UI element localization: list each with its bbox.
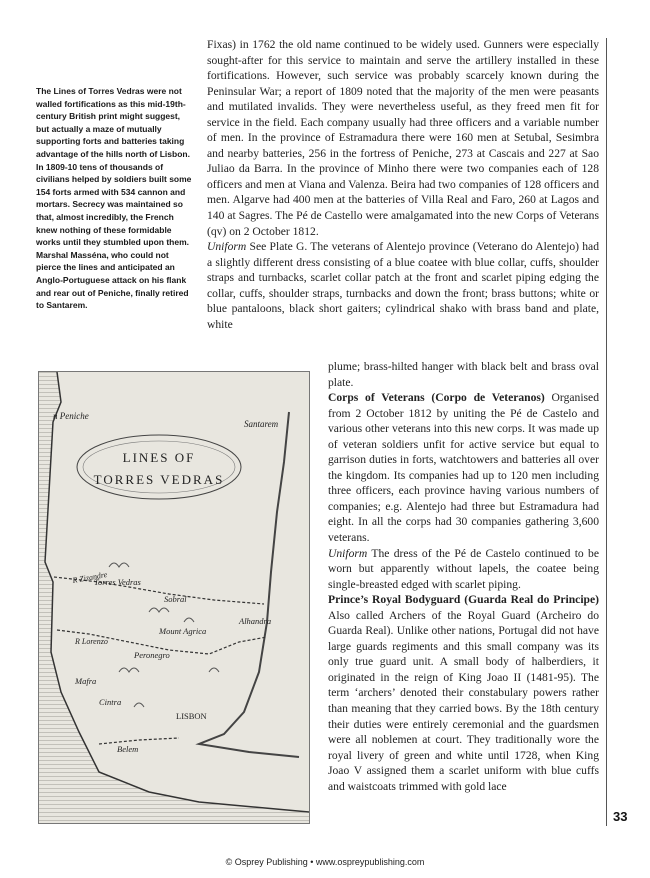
caption-text: The Lines of Torres Vedras were not walled fortifications as this mid-19th-century British print might suggest, but actually a maze of mutually supporting forts and batteries taking advantage of the hills north of Lisbon. In 1809-10 tens of thousands of civilians helped by soldiers built some 154 forts armed with 534 cannon and mortars. Secrecy was maintained so that, almost incredibly, the French knew nothing of these formidable works until they stumbled upon them. Marshal Masséna, who could not pierce the lines and anticipated an Anglo-Portuguese attack on his flank and rear out of Peniche, finally retired to Santarem.: [36, 86, 192, 311]
inline-label: Uniform: [207, 240, 247, 254]
paragraph-body: Organised from 2 October 1812 by uniting the Pé de Castelo and various other veterans into this new corps. It was made up of veteran soldiers unfit for active service but equal to garrison duties in forts, watchtowers and batteries all over the kingdom. Its companies had up to 120 men including three officers, each province having various numbers of companies; e.g. Alentejo had three but Estramadura had eight. In all the corps had 30 companies gathering 3,600 veterans.: [328, 391, 599, 545]
page-footer: © Osprey Publishing • www.ospreypublishing.com: [225, 857, 425, 867]
top-text-column: [207, 37, 599, 332]
page-number: 33: [613, 809, 628, 824]
paragraph: plume; brass-hilted hanger with black belt and brass oval plate.: [328, 360, 599, 389]
paragraph: [328, 390, 599, 545]
paragraph-body: See Plate G. The veterans of Alentejo province (Veterano do Alentejo) had a slightly different dress consisting of a blue coatee with blue collar, cuffs, shoulder straps and turnbacks, scarlet collar patch at the front and scarlet piping edging the collar, cuffs, shoulder straps, turnbacks and down the front; brass buttons; white or blue pantaloons, black short gaiters; cylindrical shako with brass band and plate, white: [207, 240, 599, 331]
title-cartouche: [77, 435, 241, 499]
map-title-line2: TORRES VEDRAS: [93, 472, 225, 487]
paragraph-body: The dress of the Pé de Castelo continued to be worn but apparently without lapels, the coatee being single-breasted edged with scarlet piping.: [328, 546, 599, 591]
section-heading: Prince’s Royal Bodyguard (Guarda Real do Principe): [328, 593, 599, 607]
map-illustration: [38, 371, 310, 824]
label-alhandra: Alhandra: [239, 616, 272, 626]
paragraph: Fixas) in 1762 the old name continued to be widely used. Gunners were especially sought-after for this service to maintain and serve the artillery installed in these fortifications. However, such service was probably scarcely known during the Peninsular War; a report of 1809 noted that the majority of the men were peasants and mutilated invalids. They were nevertheless useful, as they freed men fit for service in the field. Each company usually had three officers and a variable number of men. In the province of Estramadura there were 160 men at Setubal, Sesimbra and nearby batteries, 256 in the fortress of Peniche, 273 at Cascais and 227 at Sao Juliao da Barra. In the province of Minho there were two companies each of 128 officers and men at Viana and Valenza. Beira had two companies of 128 officers and men. Algarve had 400 men at the batteries of Villa Real and Faro, 260 at Lagos and 140 at Sagres. The Pé de Castello were amalgamated into the new Corps of Veterans (qv) on 2 October 1812.: [207, 38, 599, 238]
inline-label: Uniform: [328, 546, 368, 560]
paragraph-body: Also called Archers of the Royal Guard (Archeiro do Guarda Real). Unlike other nations, Portugal did not have large guards regiments and this small company was its only true guard unit. A small body of halberdiers, it originated in the reign of King Joao II (1481-95). The term ‘archers’ denoted their constabulary powers rather than meaning that they carried bows. By the 18th century their duties were entirely ceremonial and the guardsmen were all noblemen at court. They traditionally wore the royal livery of green and white until 1728, when King Joao V assigned them a scarlet uniform with blue cuffs and waistcoats trimmed with gold lace: [328, 608, 599, 793]
label-sobral: Sobral: [164, 594, 187, 604]
label-santarem: Santarem: [244, 419, 279, 429]
label-r-zizandre: R Zizandre: [71, 570, 108, 585]
label-mafra: Mafra: [75, 676, 97, 686]
label-r-lorenzo: R Lorenzo: [75, 637, 108, 646]
image-caption: [36, 85, 194, 312]
label-peniche: n Peniche: [53, 411, 89, 421]
tagus-river: [199, 412, 299, 757]
paragraph: [207, 239, 599, 332]
map-title-line1: LINES OF: [122, 450, 196, 465]
defence-line: [99, 738, 179, 744]
label-belem: Belem: [117, 744, 139, 754]
map-drawing: [39, 372, 309, 823]
paragraph: [328, 592, 599, 794]
column-rule: [606, 38, 607, 826]
label-lisbon: LISBON: [176, 711, 207, 721]
paragraph: [328, 546, 599, 593]
right-text-column: [328, 359, 599, 794]
label-mount-agrica: Mount Agrica: [159, 626, 207, 636]
label-torres-vedras: Torres Vedras: [94, 577, 141, 587]
section-heading: Corps of Veterans (Corpo de Veteranos): [328, 391, 545, 405]
label-peronegro: Peronegro: [134, 650, 170, 660]
label-cintra: Cintra: [99, 697, 122, 707]
